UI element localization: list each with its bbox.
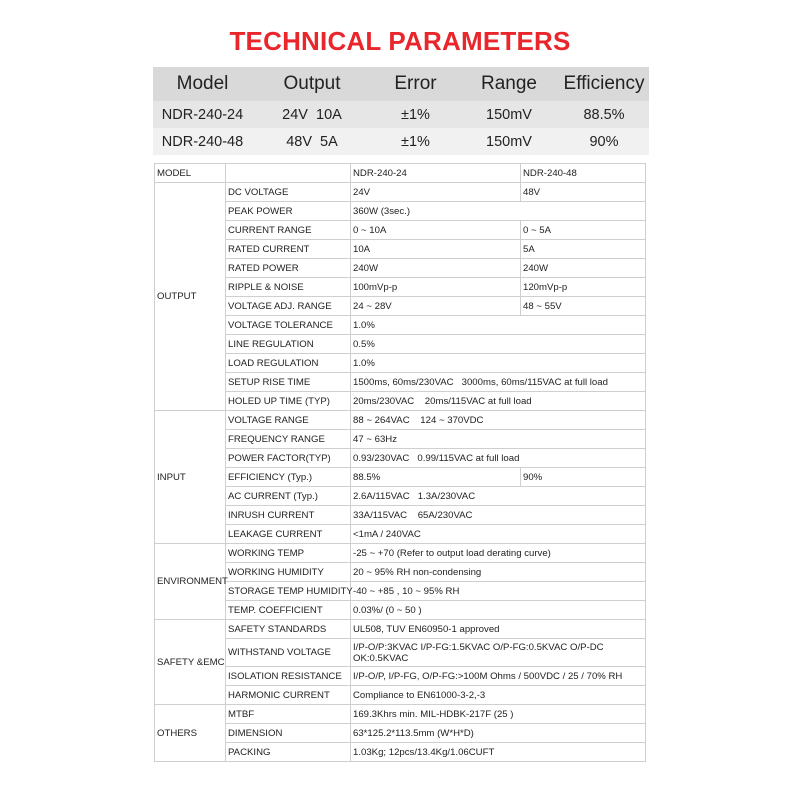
param-value: 0 ~ 10A xyxy=(351,221,521,240)
spec-row xyxy=(155,259,646,278)
param-value: 240W xyxy=(521,259,646,278)
spec-row xyxy=(155,544,646,563)
spec-row xyxy=(155,221,646,240)
param-value: 48 ~ 55V xyxy=(521,297,646,316)
param-label: STORAGE TEMP HUMIDITY xyxy=(226,582,351,601)
summary-cell: 150mV xyxy=(459,128,559,155)
spec-row xyxy=(155,724,646,743)
param-value: 88.5% xyxy=(351,468,521,487)
group-others: OTHERS xyxy=(155,705,226,762)
spec-row xyxy=(155,506,646,525)
spec-row xyxy=(155,601,646,620)
param-value: -25 ~ +70 (Refer to output load derating curve) xyxy=(351,544,646,563)
param-value: 48V xyxy=(521,183,646,202)
param-value: I/P-O/P:3KVAC I/P-FG:1.5KVAC O/P-FG:0.5KVAC O/P-DC OK:0.5KVAC xyxy=(351,639,646,667)
param-label: VOLTAGE RANGE xyxy=(226,411,351,430)
param-value: 63*125.2*113.5mm (W*H*D) xyxy=(351,724,646,743)
summary-cell: 150mV xyxy=(459,101,559,128)
spacer-cell xyxy=(226,164,351,183)
param-label: ISOLATION RESISTANCE xyxy=(226,667,351,686)
spec-row xyxy=(155,316,646,335)
spec-table xyxy=(154,163,646,762)
param-value: 0.5% xyxy=(351,335,646,354)
param-value: 10A xyxy=(351,240,521,259)
header-error: Error xyxy=(372,67,459,101)
param-value: 360W (3sec.) xyxy=(351,202,646,221)
model-2: NDR-240-48 xyxy=(521,164,646,183)
param-label: SAFETY STANDARDS xyxy=(226,620,351,639)
param-value: 2.6A/115VAC 1.3A/230VAC xyxy=(351,487,646,506)
param-value: UL508, TUV EN60950-1 approved xyxy=(351,620,646,639)
summary-cell: ±1% xyxy=(372,128,459,155)
summary-cell: ±1% xyxy=(372,101,459,128)
param-value: 1.0% xyxy=(351,354,646,373)
param-label: RATED CURRENT xyxy=(226,240,351,259)
param-value: 240W xyxy=(351,259,521,278)
param-label: TEMP. COEFFICIENT xyxy=(226,601,351,620)
param-label: LOAD REGULATION xyxy=(226,354,351,373)
param-value: 0.03%/ (0 ~ 50 ) xyxy=(351,601,646,620)
spec-row xyxy=(155,525,646,544)
param-value: 0 ~ 5A xyxy=(521,221,646,240)
param-label: POWER FACTOR(TYP) xyxy=(226,449,351,468)
param-value: 20ms/230VAC 20ms/115VAC at full load xyxy=(351,392,646,411)
param-value: -40 ~ +85 , 10 ~ 95% RH xyxy=(351,582,646,601)
spec-row xyxy=(155,743,646,762)
spec-row xyxy=(155,278,646,297)
param-label: VOLTAGE ADJ. RANGE xyxy=(226,297,351,316)
header-output: Output xyxy=(252,67,372,101)
param-label: CURRENT RANGE xyxy=(226,221,351,240)
spec-row xyxy=(155,373,646,392)
spec-row xyxy=(155,240,646,259)
header-model: Model xyxy=(153,67,252,101)
spec-row xyxy=(155,335,646,354)
spec-row xyxy=(155,667,646,686)
spec-row xyxy=(155,620,646,639)
param-label: VOLTAGE TOLERANCE xyxy=(226,316,351,335)
param-label: WORKING TEMP xyxy=(226,544,351,563)
spec-row xyxy=(155,563,646,582)
param-value: 1.03Kg; 12pcs/13.4Kg/1.06CUFT xyxy=(351,743,646,762)
group-safety: SAFETY &EMC xyxy=(155,620,226,705)
param-label: LEAKAGE CURRENT xyxy=(226,525,351,544)
param-value: 120mVp-p xyxy=(521,278,646,297)
header-efficiency: Efficiency xyxy=(559,67,649,101)
param-value: 33A/115VAC 65A/230VAC xyxy=(351,506,646,525)
param-label: HOLED UP TIME (TYP) xyxy=(226,392,351,411)
summary-cell: NDR-240-48 xyxy=(153,128,252,155)
param-value: 0.93/230VAC 0.99/115VAC at full load xyxy=(351,449,646,468)
spec-row xyxy=(155,639,646,667)
param-label: HARMONIC CURRENT xyxy=(226,686,351,705)
param-label: RATED POWER xyxy=(226,259,351,278)
summary-cell: 48V 5A xyxy=(252,128,372,155)
param-label: RIPPLE & NOISE xyxy=(226,278,351,297)
param-label: PACKING xyxy=(226,743,351,762)
spec-row xyxy=(155,430,646,449)
page-title: TECHNICAL PARAMETERS xyxy=(229,26,571,56)
param-value: 1500ms, 60ms/230VAC 3000ms, 60ms/115VAC at full load xyxy=(351,373,646,392)
model-1: NDR-240-24 xyxy=(351,164,521,183)
group-environment: ENVIRONMENT xyxy=(155,544,226,620)
param-label: SETUP RISE TIME xyxy=(226,373,351,392)
group-output: OUTPUT xyxy=(155,183,226,411)
summary-table xyxy=(153,67,649,155)
spec-row xyxy=(155,392,646,411)
param-label: MTBF xyxy=(226,705,351,724)
summary-row xyxy=(153,101,649,128)
param-label: DC VOLTAGE xyxy=(226,183,351,202)
spec-row-model xyxy=(155,164,646,183)
param-label: PEAK POWER xyxy=(226,202,351,221)
spec-row xyxy=(155,582,646,601)
spec-row xyxy=(155,202,646,221)
param-label: LINE REGULATION xyxy=(226,335,351,354)
param-label: INRUSH CURRENT xyxy=(226,506,351,525)
param-label: FREQUENCY RANGE xyxy=(226,430,351,449)
spec-row xyxy=(155,487,646,506)
param-value: 90% xyxy=(521,468,646,487)
spec-row xyxy=(155,411,646,430)
spec-row xyxy=(155,183,646,202)
param-value: 24 ~ 28V xyxy=(351,297,521,316)
param-label: AC CURRENT (Typ.) xyxy=(226,487,351,506)
spec-row xyxy=(155,449,646,468)
param-value: 5A xyxy=(521,240,646,259)
param-value: 24V xyxy=(351,183,521,202)
param-value: 169.3Khrs min. MIL-HDBK-217F (25 ) xyxy=(351,705,646,724)
spec-row xyxy=(155,468,646,487)
spec-row xyxy=(155,354,646,373)
summary-cell: 90% xyxy=(559,128,649,155)
param-label: EFFICIENCY (Typ.) xyxy=(226,468,351,487)
spec-row xyxy=(155,297,646,316)
spec-row xyxy=(155,686,646,705)
param-value: 1.0% xyxy=(351,316,646,335)
summary-header-row xyxy=(153,67,649,101)
param-label: WITHSTAND VOLTAGE xyxy=(226,639,351,667)
header-range: Range xyxy=(459,67,559,101)
param-value: I/P-O/P, I/P-FG, O/P-FG:>100M Ohms / 500VDC / 25 / 70% RH xyxy=(351,667,646,686)
param-label: DIMENSION xyxy=(226,724,351,743)
summary-cell: NDR-240-24 xyxy=(153,101,252,128)
summary-row xyxy=(153,128,649,155)
summary-cell: 24V 10A xyxy=(252,101,372,128)
param-label: WORKING HUMIDITY xyxy=(226,563,351,582)
param-value: 47 ~ 63Hz xyxy=(351,430,646,449)
param-value: 88 ~ 264VAC 124 ~ 370VDC xyxy=(351,411,646,430)
summary-cell: 88.5% xyxy=(559,101,649,128)
param-value: 20 ~ 95% RH non-condensing xyxy=(351,563,646,582)
param-value: Compliance to EN61000-3-2,-3 xyxy=(351,686,646,705)
model-label: MODEL xyxy=(155,164,226,183)
param-value: 100mVp-p xyxy=(351,278,521,297)
param-value: <1mA / 240VAC xyxy=(351,525,646,544)
group-input: INPUT xyxy=(155,411,226,544)
spec-row xyxy=(155,705,646,724)
